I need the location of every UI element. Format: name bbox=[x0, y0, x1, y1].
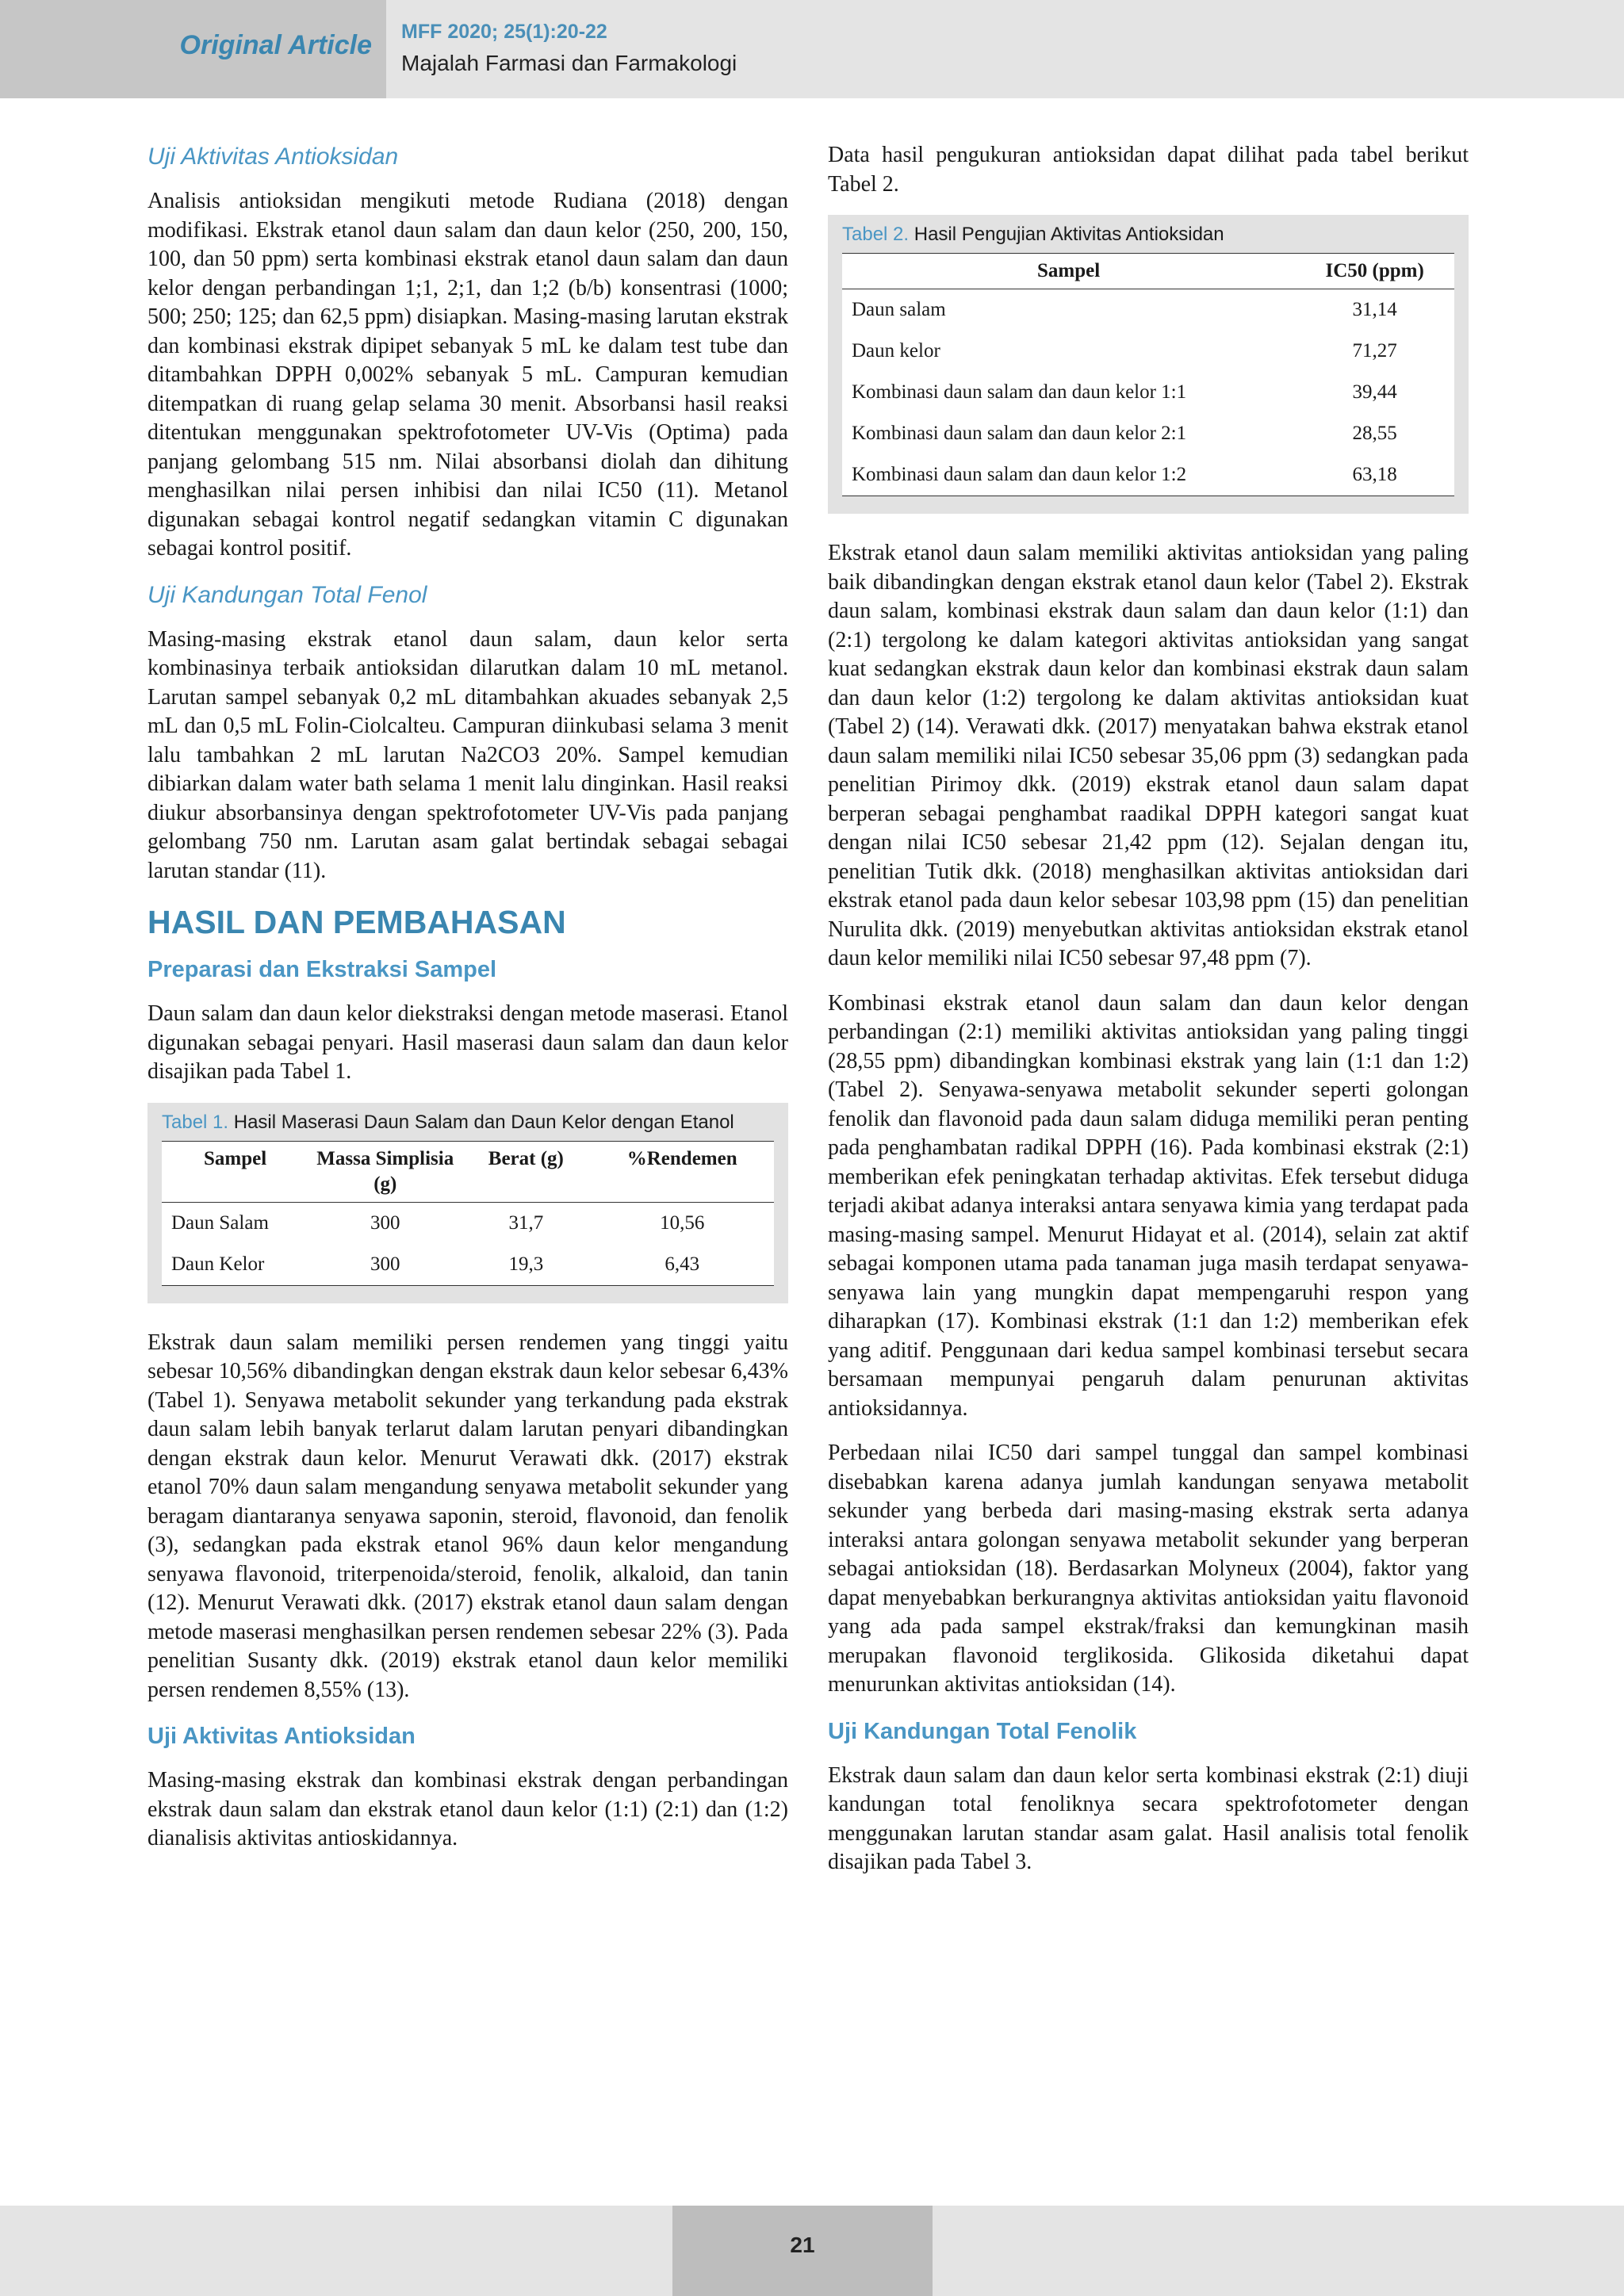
section-title: Uji Aktivitas Antioksidan bbox=[147, 1724, 416, 1749]
table-caption bbox=[162, 1111, 774, 1135]
page-number-block bbox=[672, 2206, 933, 2296]
table-header-cell: %Rendemen bbox=[626, 1147, 737, 1169]
table-cell: Daun Kelor bbox=[171, 1253, 265, 1275]
table-caption-label: Tabel 1. bbox=[162, 1111, 229, 1133]
paragraph: Ekstrak etanol daun salam memiliki aktivitas antioksidan yang paling baik dibandingkan dengan ekstrak etanol daun kelor (Tabel 2). Ekstrak daun salam, kombinasi ekstrak daun salam dan daun kelor (1:1) dan (2:1) tergolong ke dalam kategori aktivitas antioksidan yang sangat kuat sedangkan ekstrak daun kelor dan kombinasi ekstrak daun salam dan daun kelor (1:2) tergolong ke dalam aktivitas antioksidan kuat (Tabel 2) (14). Verawati dkk. (2017) menyatakan bahwa ekstrak etanol daun salam memiliki nilai IC50 sebesar 35,06 ppm (3) sedangkan pada penelitian Pirimoy dkk. (2019) ekstrak etanol daun salam dapat berperan sebagai penghambat raadikal DPPH kategori sangat kuat dengan nilai IC50 sebesar 21,42 ppm (12). Sejalan dengan itu, penelitian Tutik dkk. (2018) menghasilkan aktivitas antioksidan dari ekstrak etanol pada daun kelor sebesar 103,98 ppm (15) dan penelitian Nurulita dkk. (2019) menyebutkan aktivitas antioksidan ekstrak etanol daun kelor memiliki nilai IC50 sebesar 97,48 ppm (7). bbox=[828, 541, 1469, 970]
table-header-cell: IC50 (ppm) bbox=[1325, 260, 1424, 281]
table-header-cell: Berat (g) bbox=[488, 1147, 564, 1169]
table-row bbox=[842, 289, 1454, 331]
table-cell: 31,7 bbox=[508, 1211, 544, 1234]
page-number: 21 bbox=[790, 2233, 815, 2257]
paragraph: Kombinasi ekstrak etanol daun salam dan daun kelor dengan perbandingan (2:1) memiliki aktivitas antioksidan yang paling tinggi (28,55 ppm) dibandingkan kombinasi ekstrak yang lain (1:1 dan 1:2) (Tabel 2). Senyawa-senyawa metabolit sekunder seperti golongan fenolik dan flavonoid pada daun salam diduga memiliki peran penting pada penghambatan radikal DPPH (16). Pada kombinasi ekstrak (2:1) memberikan efek peningkatan terhadap aktivitas. Efek tersebut diduga terjadi akibat adanya interaksi antara senyawa kimia yang terdapat pada masing-masing sampel. Menurut Hidayat et al. (2014), selain zat aktif sebagai komponen utama pada tanaman juga masih terdapat senyawa-senyawa lain yang mungkin dapat mempengaruhi respon yang diharapkan (17). Kombinasi ekstrak (1:1 dan 1:2) memberikan efek yang aditif. Penggunaan dari kedua sampel kombinasi tersebut secara bersamaan mempunyai pengaruh dalam penurunan aktivitas antioksidannya. bbox=[828, 990, 1469, 1421]
table-1-box bbox=[147, 1103, 788, 1303]
table-cell: Daun kelor bbox=[852, 340, 940, 362]
table-cell: 63,18 bbox=[1352, 464, 1397, 485]
paragraph: Data hasil pengukuran antioksidan dapat dilihat pada tabel berikut Tabel 2. bbox=[828, 143, 1469, 197]
table-row bbox=[162, 1244, 774, 1286]
journal-name: Majalah Farmasi dan Farmakologi bbox=[401, 51, 737, 75]
paragraph: Masing-masing ekstrak etanol daun salam, daun kelor serta kombinasinya terbaik antioksidan dilarutkan dalam 10 mL metanol. Larutan sampel sebanyak 0,2 mL ditambahkan akuades sebanyak 2,5 mL dan 0,5 mL Folin-Ciolcalteu. Campuran diinkubasi selama 3 menit lalu tambahkan 2 mL larutan Na2CO3 20%. Sampel kemudian dibiarkan dalam water bath selama 1 menit lalu dinginkan. Hasil reaksi diukur absorbansinya dengan spektrofotometer UV-Vis pada panjang gelombang 750 nm. Larutan asam galat bertindak sebagai sebagai larutan standar (11). bbox=[147, 626, 788, 883]
paragraph: Analisis antioksidan mengikuti metode Rudiana (2018) dengan modifikasi. Ekstrak etanol daun salam dan daun kelor (250, 200, 150, 100, dan 50 ppm) serta kombinasi ekstrak etanol daun salam dan daun kelor dengan perbandingan 1;1, 2;1, dan 1;2 (b/b) konsentrasi (1000; 500; 250; 125; dan 62,5 ppm) disiapkan. Masing-masing larutan ekstrak dan kombinasi ekstrak dipipet sebanyak 5 mL ke dalam test tube dan ditambahkan DPPH 0,002% sebanyak 5 mL. Campuran kemudian ditempatkan di ruang gelap selama 30 menit. Absorbansi hasil reaksi ditentukan menggunakan spektrofotometer UV-Vis (Optima) pada panjang gelombang 515 nm. Nilai absorbansi diolah dan dihitung menghasilkan nilai persen inhibisi dan nilai IC50 (11). Metanol digunakan sebagai kontrol negatif sedangkan vitamin C digunakan sebagai kontrol positif. bbox=[147, 189, 788, 561]
table-2-box bbox=[828, 215, 1469, 514]
table-cell: Daun salam bbox=[852, 299, 946, 320]
main-heading: HASIL DAN PEMBAHASAN bbox=[147, 904, 566, 940]
journal-citation: MFF 2020; 25(1):20-22 bbox=[401, 21, 607, 43]
table-cell: Kombinasi daun salam dan daun kelor 1:1 bbox=[852, 381, 1187, 403]
table-caption-text: Hasil Pengujian Aktivitas Antioksidan bbox=[914, 224, 1224, 245]
table-cell: 71,27 bbox=[1352, 340, 1397, 362]
paragraph: Ekstrak daun salam memiliki persen rendemen yang tinggi yaitu sebesar 10,56% dibandingkan dengan ekstrak daun kelor sebesar 6,43% (Tabel 1). Senyawa metabolit sekunder yang terkandung pada ekstrak daun salam lebih banyak terlarut dalam larutan penyari dibandingkan dengan ekstrak daun kelor. Menurut Verawati dkk. (2017) ekstrak etanol 70% daun salam mengandung senyawa metabolit sekunder yang beragam diantaranya senyawa saponin, steroid, flavonoid, dan fenolik (3), sedangkan pada ekstrak etanol 96% daun kelor mengandung senyawa flavonoid, triterpenoida/steroid, fenolik, alkaloid, dan tanin (12). Menurut Verawati dkk. (2017) ekstrak etanol daun salam dengan metode maserasi menghasilkan persen rendemen sebesar 22% (3). Pada penelitian Susanty dkk. (2019) ekstrak etanol daun kelor memiliki persen rendemen 8,55% (13). bbox=[147, 1330, 788, 1702]
table-row bbox=[842, 413, 1454, 454]
right-column bbox=[828, 141, 1469, 1893]
table-header-cell: Massa Simplisia (g) bbox=[316, 1147, 454, 1195]
table-row bbox=[162, 1202, 774, 1244]
paragraph: Perbedaan nilai IC50 dari sampel tunggal dan sampel kombinasi disebabkan karena adanya jumlah kandungan senyawa metabolit sekunder yang berbeda dari masing-masing ekstrak serta adanya interaksi antara golongan senyawa metabolit sekunder yang berperan sebagai antioksidan (18). Berdasarkan Molyneux (2004), faktor yang dapat menyebabkan berkurangnya aktivitas antioksidan yaitu flavonoid yang ada pada sampel ekstrak/fraksi dan kemungkinan masih merupakan flavonoid terglikosida. Glikosida diketahui dapat menurunkan aktivitas antioksidan (14). bbox=[828, 1441, 1469, 1697]
table-cell: Daun Salam bbox=[171, 1211, 269, 1234]
table-header-row bbox=[842, 254, 1454, 289]
table-cell: Kombinasi daun salam dan daun kelor 2:1 bbox=[852, 423, 1187, 444]
table-caption bbox=[842, 223, 1454, 247]
table-2 bbox=[842, 253, 1454, 496]
table-cell: 31,14 bbox=[1352, 299, 1397, 320]
article-type-label: Original Article bbox=[179, 30, 372, 60]
table-caption-label: Tabel 2. bbox=[842, 224, 910, 245]
table-cell: 300 bbox=[370, 1211, 400, 1234]
table-header-cell: Sampel bbox=[1037, 260, 1101, 281]
table-cell: 10,56 bbox=[660, 1211, 705, 1234]
table-cell: Kombinasi daun salam dan daun kelor 1:2 bbox=[852, 464, 1187, 485]
table-cell: 19,3 bbox=[508, 1253, 544, 1275]
table-cell: 6,43 bbox=[665, 1253, 700, 1275]
table-1 bbox=[162, 1141, 774, 1286]
section-title: Uji Aktivitas Antioksidan bbox=[147, 144, 399, 170]
table-cell: 39,44 bbox=[1352, 381, 1397, 403]
section-title: Uji Kandungan Total Fenolik bbox=[828, 1718, 1137, 1744]
section-title: Uji Kandungan Total Fenol bbox=[147, 581, 427, 608]
section-title: Preparasi dan Ekstraksi Sampel bbox=[147, 957, 497, 982]
table-row bbox=[842, 331, 1454, 372]
paragraph: Ekstrak daun salam dan daun kelor serta kombinasi ekstrak (2:1) diuji kandungan total fenoliknya secara spektrofotometer dengan menggunakan larutan standar asam galat. Hasil analisis total fenolik disajikan pada Tabel 3. bbox=[828, 1762, 1469, 1874]
article-type-block bbox=[0, 0, 386, 98]
paragraph: Daun salam dan daun kelor diekstraksi dengan metode maserasi. Etanol digunakan sebagai penyari. Hasil maserasi daun salam dan daun kelor disajikan pada Tabel 1. bbox=[147, 1001, 788, 1084]
page-header bbox=[0, 0, 1624, 98]
left-column bbox=[147, 141, 788, 1869]
table-row bbox=[842, 372, 1454, 413]
table-cell: 28,55 bbox=[1352, 423, 1397, 444]
table-row bbox=[842, 454, 1454, 496]
table-header-row bbox=[162, 1141, 774, 1202]
table-header-cell: Sampel bbox=[204, 1147, 267, 1169]
table-caption-text: Hasil Maserasi Daun Salam dan Daun Kelor dengan Etanol bbox=[233, 1111, 734, 1133]
paragraph: Masing-masing ekstrak dan kombinasi ekstrak dengan perbandingan ekstrak daun salam dan ekstrak etanol daun kelor (1:1) (2:1) dan (1:2) dianalisis aktivitas antioskidannya. bbox=[147, 1768, 788, 1850]
page-footer bbox=[0, 2206, 1624, 2296]
table-cell: 300 bbox=[370, 1253, 400, 1275]
